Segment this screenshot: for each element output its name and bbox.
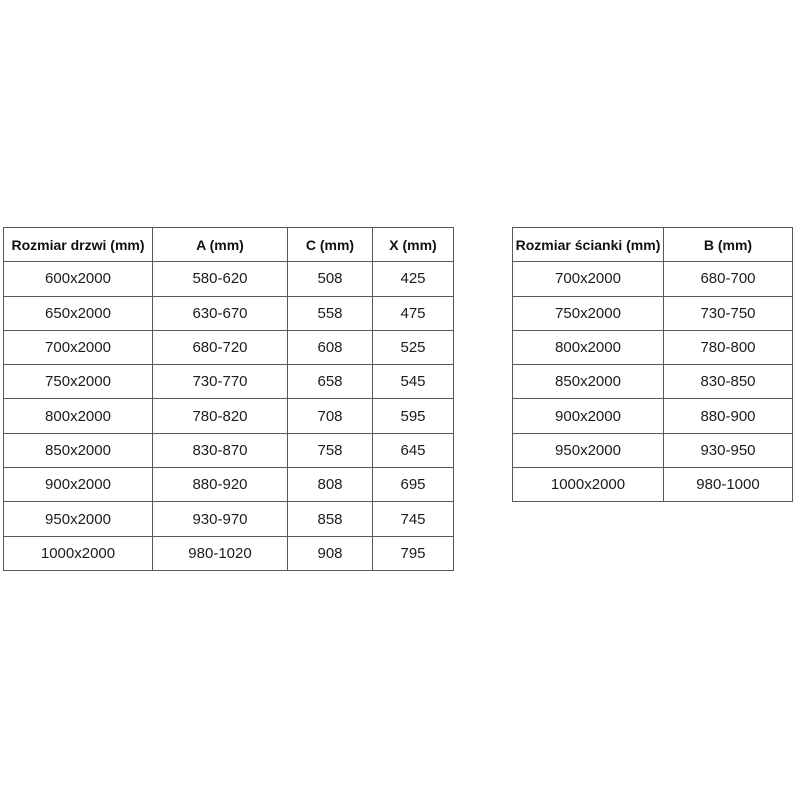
table-row [4, 502, 454, 536]
table-row [4, 399, 454, 433]
table-cell: 800x2000 [4, 399, 153, 433]
table-cell: 830-850 [664, 365, 793, 399]
table-cell: 808 [288, 468, 373, 502]
table-row [4, 262, 454, 296]
table-cell: 980-1000 [664, 468, 793, 502]
table-cell: 545 [373, 365, 454, 399]
table-row [4, 296, 454, 330]
table-cell: 1000x2000 [4, 536, 153, 570]
column-header: Rozmiar ścianki (mm) [513, 228, 664, 262]
table-cell: 700x2000 [513, 262, 664, 296]
table-cell: 558 [288, 296, 373, 330]
column-header: X (mm) [373, 228, 454, 262]
table-cell: 645 [373, 433, 454, 467]
column-header: B (mm) [664, 228, 793, 262]
door-size-table [3, 227, 454, 571]
table-cell: 475 [373, 296, 454, 330]
table-cell: 525 [373, 330, 454, 364]
table-cell: 600x2000 [4, 262, 153, 296]
table-cell: 930-950 [664, 433, 793, 467]
table-cell: 980-1020 [153, 536, 288, 570]
table-cell: 730-750 [664, 296, 793, 330]
table-cell: 800x2000 [513, 330, 664, 364]
table-row [513, 399, 793, 433]
table-cell: 680-700 [664, 262, 793, 296]
table-cell: 700x2000 [4, 330, 153, 364]
header-row [513, 228, 793, 262]
column-header: C (mm) [288, 228, 373, 262]
table-cell: 750x2000 [4, 365, 153, 399]
table-cell: 1000x2000 [513, 468, 664, 502]
table-cell: 508 [288, 262, 373, 296]
header-row [4, 228, 454, 262]
table-cell: 580-620 [153, 262, 288, 296]
table-row [513, 468, 793, 502]
table-row [513, 330, 793, 364]
column-header: A (mm) [153, 228, 288, 262]
table-cell: 630-670 [153, 296, 288, 330]
table-cell: 850x2000 [4, 433, 153, 467]
table-cell: 900x2000 [4, 468, 153, 502]
table-cell: 930-970 [153, 502, 288, 536]
table-row [513, 365, 793, 399]
table-row [513, 262, 793, 296]
table-row [4, 433, 454, 467]
table-row [513, 433, 793, 467]
table-cell: 608 [288, 330, 373, 364]
table-cell: 425 [373, 262, 454, 296]
wall-size-table [512, 227, 793, 502]
table-cell: 708 [288, 399, 373, 433]
table-cell: 780-820 [153, 399, 288, 433]
table-row [4, 468, 454, 502]
table-cell: 880-920 [153, 468, 288, 502]
table-cell: 880-900 [664, 399, 793, 433]
table-cell: 850x2000 [513, 365, 664, 399]
table-cell: 595 [373, 399, 454, 433]
table-cell: 950x2000 [4, 502, 153, 536]
table-cell: 900x2000 [513, 399, 664, 433]
table-cell: 830-870 [153, 433, 288, 467]
table-cell: 858 [288, 502, 373, 536]
table-cell: 795 [373, 536, 454, 570]
table-cell: 780-800 [664, 330, 793, 364]
table-cell: 695 [373, 468, 454, 502]
table-cell: 730-770 [153, 365, 288, 399]
table-cell: 908 [288, 536, 373, 570]
table-row [4, 330, 454, 364]
table-row [4, 536, 454, 570]
table-cell: 758 [288, 433, 373, 467]
table-cell: 950x2000 [513, 433, 664, 467]
table-cell: 650x2000 [4, 296, 153, 330]
table-row [4, 365, 454, 399]
table-row [513, 296, 793, 330]
table-cell: 658 [288, 365, 373, 399]
table-cell: 680-720 [153, 330, 288, 364]
table-cell: 745 [373, 502, 454, 536]
table-cell: 750x2000 [513, 296, 664, 330]
column-header: Rozmiar drzwi (mm) [4, 228, 153, 262]
